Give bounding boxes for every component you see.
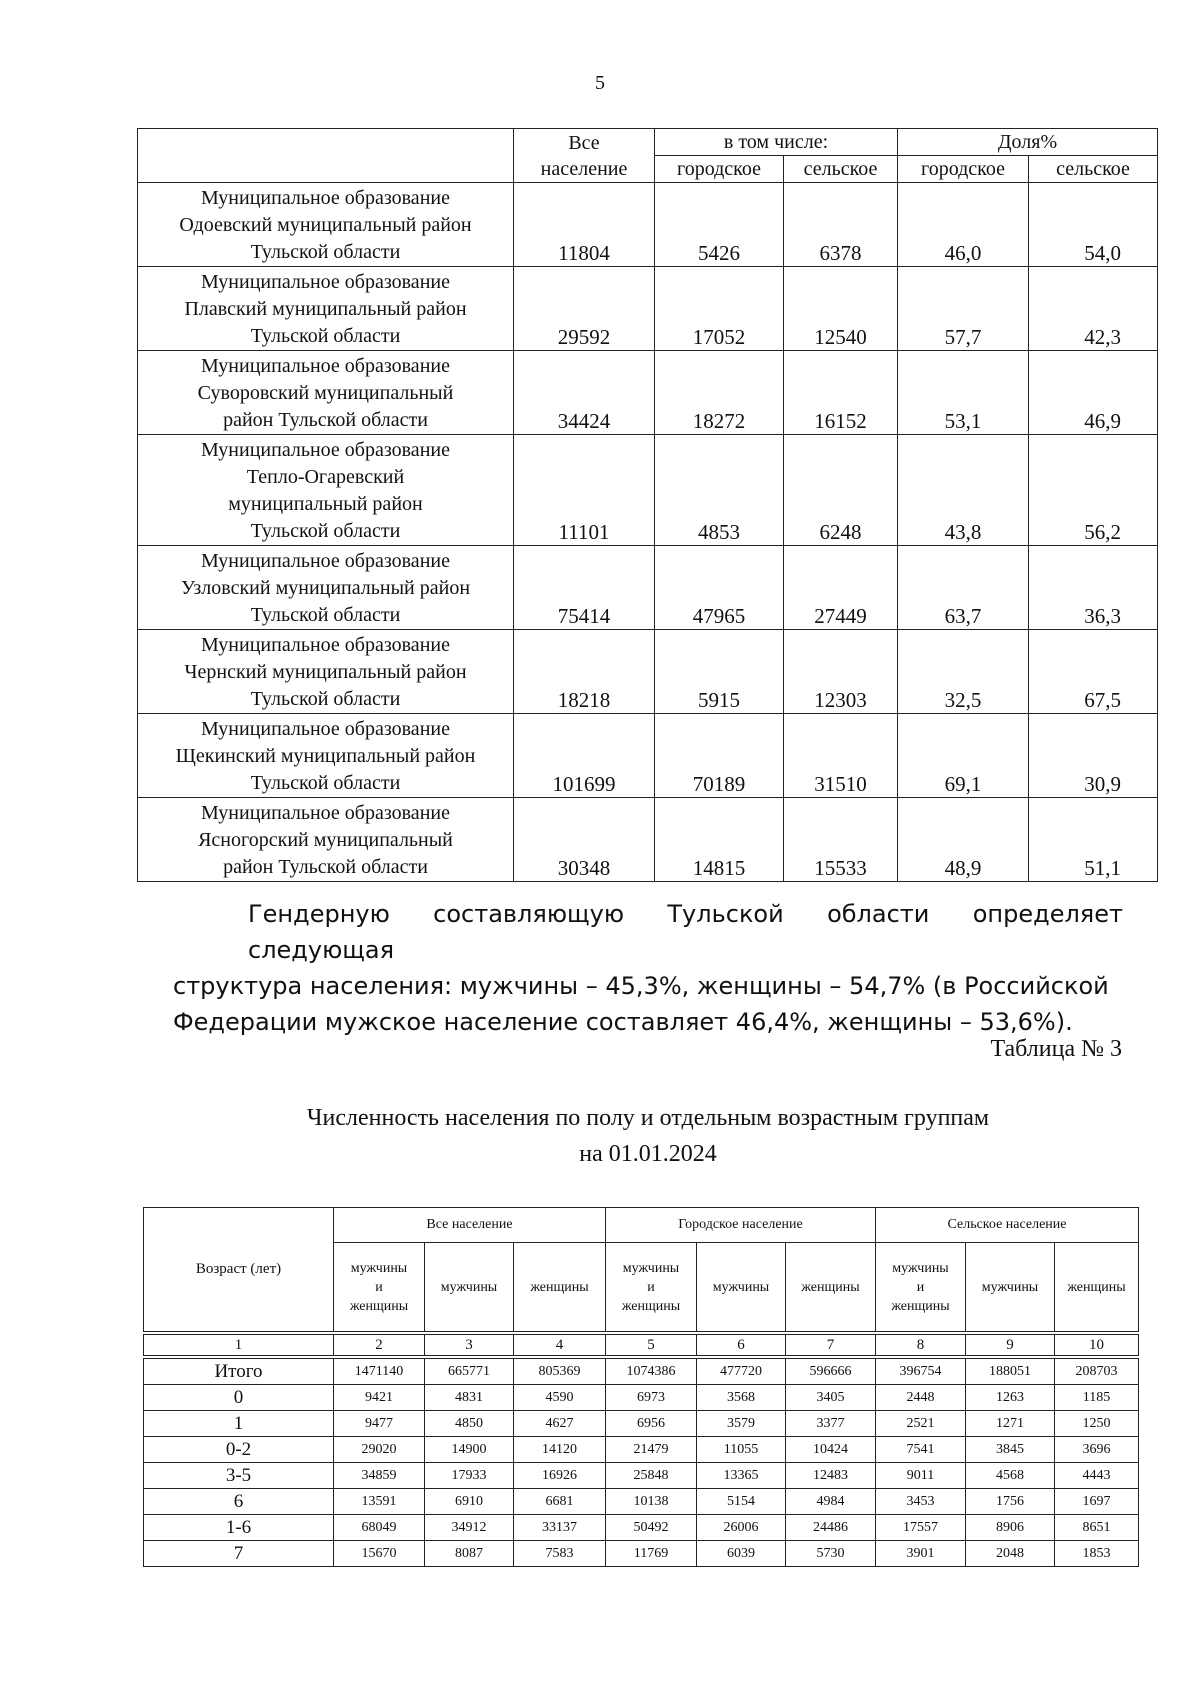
- municipality-name-line: Тульской области: [250, 772, 401, 794]
- share-rural: 36,3: [1029, 546, 1158, 630]
- population-value: 6039: [697, 1541, 786, 1567]
- population-total: 30348: [514, 798, 655, 882]
- population-value: 5154: [697, 1489, 786, 1515]
- table-row: [144, 1411, 1139, 1437]
- population-value: 2521: [876, 1411, 966, 1437]
- population-value: 3377: [786, 1411, 876, 1437]
- age-group: Итого: [144, 1357, 334, 1385]
- population-value: 7541: [876, 1437, 966, 1463]
- municipality-name-line: Муниципальное образование: [201, 271, 450, 293]
- population-total: 101699: [514, 714, 655, 798]
- share-urban: 43,8: [898, 435, 1029, 546]
- municipality-name-line: район Тульской области: [223, 856, 428, 878]
- population-total: 29592: [514, 267, 655, 351]
- population-value: 3453: [876, 1489, 966, 1515]
- population-value: 6910: [425, 1489, 514, 1515]
- table-title-line-1: Численность населения по полу и отдельным возрастным группам: [306, 1105, 990, 1131]
- table-row: [138, 351, 1158, 435]
- table-row: [144, 1357, 1139, 1385]
- age-group: 0: [144, 1385, 334, 1411]
- municipality-name-line: Тепло-Огаревский: [246, 466, 405, 488]
- column-number: 1: [144, 1333, 334, 1357]
- group-all: Все население: [334, 1208, 606, 1243]
- population-value: 29020: [334, 1437, 425, 1463]
- population-value: 15670: [334, 1541, 425, 1567]
- share-rural: 67,5: [1029, 630, 1158, 714]
- population-value: 8651: [1055, 1515, 1139, 1541]
- population-value: 596666: [786, 1357, 876, 1385]
- municipality-name-line: Суворовский муниципальный: [197, 382, 454, 404]
- column-number: 3: [425, 1333, 514, 1357]
- population-value: 34859: [334, 1463, 425, 1489]
- share-urban: 63,7: [898, 546, 1029, 630]
- population-value: 4627: [514, 1411, 606, 1437]
- column-number: 10: [1055, 1333, 1139, 1357]
- table-row: [144, 1515, 1139, 1541]
- age-group: 1: [144, 1411, 334, 1437]
- page-number: 5: [595, 72, 605, 94]
- population-total: 75414: [514, 546, 655, 630]
- share-urban: 32,5: [898, 630, 1029, 714]
- municipality-name-line: Тульской области: [250, 520, 401, 542]
- share-rural: 46,9: [1029, 351, 1158, 435]
- population-urban: 5426: [655, 183, 784, 267]
- table-row: [138, 183, 1158, 267]
- population-value: 17557: [876, 1515, 966, 1541]
- population-value: 24486: [786, 1515, 876, 1541]
- population-value: 33137: [514, 1515, 606, 1541]
- header-rural: сельское: [784, 156, 898, 183]
- population-value: 11055: [697, 1437, 786, 1463]
- population-total: 18218: [514, 630, 655, 714]
- group-urban: Городское население: [606, 1208, 876, 1243]
- table-row: [138, 435, 1158, 546]
- municipality-name-line: Одоевский муниципальный район: [179, 214, 472, 236]
- population-rural: 16152: [784, 351, 898, 435]
- population-value: 4984: [786, 1489, 876, 1515]
- population-value: 2448: [876, 1385, 966, 1411]
- population-value: 21479: [606, 1437, 697, 1463]
- municipality-name: [138, 714, 514, 798]
- population-urban: 14815: [655, 798, 784, 882]
- header-share: Доля%: [898, 129, 1158, 156]
- population-value: 9421: [334, 1385, 425, 1411]
- population-value: 3405: [786, 1385, 876, 1411]
- population-value: 4590: [514, 1385, 606, 1411]
- population-rural: 15533: [784, 798, 898, 882]
- population-urban: 4853: [655, 435, 784, 546]
- population-value: 2048: [966, 1541, 1055, 1567]
- subheader-men-and-women: [876, 1243, 966, 1334]
- subheader-men-and-women: [334, 1243, 425, 1334]
- municipality-name-line: Тульской области: [250, 241, 401, 263]
- population-value: 13591: [334, 1489, 425, 1515]
- population-value: 10138: [606, 1489, 697, 1515]
- population-value: 11769: [606, 1541, 697, 1567]
- share-rural: 51,1: [1029, 798, 1158, 882]
- municipality-name-line: Муниципальное образование: [201, 802, 450, 824]
- header-all-population: [514, 129, 655, 183]
- age-group: 3-5: [144, 1463, 334, 1489]
- share-urban: 48,9: [898, 798, 1029, 882]
- share-urban: 57,7: [898, 267, 1029, 351]
- subheader-women: женщины: [786, 1243, 876, 1334]
- share-urban: 46,0: [898, 183, 1029, 267]
- table-title-line-2: на 01.01.2024: [579, 1141, 717, 1167]
- municipal-population-table: [137, 128, 1158, 882]
- population-urban: 5915: [655, 630, 784, 714]
- population-value: 16926: [514, 1463, 606, 1489]
- subheader-men: мужчины: [697, 1243, 786, 1334]
- population-total: 11804: [514, 183, 655, 267]
- population-value: 17933: [425, 1463, 514, 1489]
- header-urban-share: городское: [898, 156, 1029, 183]
- subheader-word: мужчины: [350, 1260, 408, 1276]
- population-value: 4568: [966, 1463, 1055, 1489]
- age-group: 7: [144, 1541, 334, 1567]
- table-title: [0, 1100, 1200, 1172]
- population-value: 188051: [966, 1357, 1055, 1385]
- population-value: 1756: [966, 1489, 1055, 1515]
- municipality-name-line: Узловский муниципальный район: [180, 577, 471, 599]
- population-value: 1250: [1055, 1411, 1139, 1437]
- column-number: 4: [514, 1333, 606, 1357]
- header-rural-share: сельское: [1029, 156, 1158, 183]
- population-rural: 6248: [784, 435, 898, 546]
- population-value: 14120: [514, 1437, 606, 1463]
- table-caption: Таблица № 3: [990, 1036, 1122, 1062]
- municipality-name: [138, 351, 514, 435]
- population-total: 34424: [514, 351, 655, 435]
- share-urban: 53,1: [898, 351, 1029, 435]
- column-number: 8: [876, 1333, 966, 1357]
- municipality-name-line: Чернский муниципальный район: [184, 661, 467, 683]
- header-including: в том числе:: [655, 129, 898, 156]
- population-value: 5730: [786, 1541, 876, 1567]
- age-sex-table: [143, 1207, 1139, 1567]
- paragraph-line-1: Гендерную составляющую Тульской области определяет следующая: [248, 900, 1123, 964]
- municipality-name: [138, 435, 514, 546]
- column-numbers-row: [144, 1333, 1139, 1357]
- subheader-women: женщины: [1055, 1243, 1139, 1334]
- population-value: 3568: [697, 1385, 786, 1411]
- table-row: [144, 1541, 1139, 1567]
- population-value: 14900: [425, 1437, 514, 1463]
- age-group: 6: [144, 1489, 334, 1515]
- population-value: 9477: [334, 1411, 425, 1437]
- subheader-word: и: [647, 1279, 655, 1295]
- table-row: [138, 714, 1158, 798]
- municipality-name-line: Щекинский муниципальный район: [175, 745, 476, 767]
- table-row: [144, 1489, 1139, 1515]
- municipality-name-line: Тульской области: [250, 325, 401, 347]
- column-number: 9: [966, 1333, 1055, 1357]
- population-value: 396754: [876, 1357, 966, 1385]
- municipality-name-line: Муниципальное образование: [201, 718, 450, 740]
- population-urban: 18272: [655, 351, 784, 435]
- share-rural: 54,0: [1029, 183, 1158, 267]
- share-rural: 30,9: [1029, 714, 1158, 798]
- table-row: [138, 798, 1158, 882]
- table-row: [138, 546, 1158, 630]
- table-row: [144, 1463, 1139, 1489]
- table-row: [144, 1385, 1139, 1411]
- subheader-men-and-women: [606, 1243, 697, 1334]
- population-value: 7583: [514, 1541, 606, 1567]
- column-number: 6: [697, 1333, 786, 1357]
- municipality-name: [138, 546, 514, 630]
- population-value: 6681: [514, 1489, 606, 1515]
- population-value: 26006: [697, 1515, 786, 1541]
- population-value: 1074386: [606, 1357, 697, 1385]
- column-number: 2: [334, 1333, 425, 1357]
- municipality-name: [138, 798, 514, 882]
- population-value: 1853: [1055, 1541, 1139, 1567]
- header-all-text: Все население: [540, 131, 628, 180]
- population-value: 13365: [697, 1463, 786, 1489]
- population-value: 8906: [966, 1515, 1055, 1541]
- population-value: 25848: [606, 1463, 697, 1489]
- table-row: [144, 1437, 1139, 1463]
- population-value: 3696: [1055, 1437, 1139, 1463]
- municipality-name: [138, 183, 514, 267]
- population-value: 50492: [606, 1515, 697, 1541]
- population-value: 12483: [786, 1463, 876, 1489]
- population-value: 3579: [697, 1411, 786, 1437]
- population-value: 1185: [1055, 1385, 1139, 1411]
- population-rural: 6378: [784, 183, 898, 267]
- population-value: 8087: [425, 1541, 514, 1567]
- table-row: [138, 630, 1158, 714]
- gender-paragraph: [173, 896, 1123, 1040]
- population-value: 4850: [425, 1411, 514, 1437]
- population-total: 11101: [514, 435, 655, 546]
- municipality-name-line: Ясногорский муниципальный: [198, 829, 453, 851]
- subheader-women: женщины: [514, 1243, 606, 1334]
- paragraph-line-3: Федерации мужское население составляет 46,4%, женщины – 53,6%).: [173, 1008, 1073, 1036]
- municipality-name-line: Муниципальное образование: [201, 187, 450, 209]
- share-rural: 56,2: [1029, 435, 1158, 546]
- column-number: 7: [786, 1333, 876, 1357]
- age-group: 1-6: [144, 1515, 334, 1541]
- population-value: 477720: [697, 1357, 786, 1385]
- corner-cell: [138, 129, 514, 183]
- population-rural: 27449: [784, 546, 898, 630]
- population-value: 665771: [425, 1357, 514, 1385]
- population-value: 6956: [606, 1411, 697, 1437]
- subheader-men: мужчины: [966, 1243, 1055, 1334]
- age-header: Возраст (лет): [144, 1208, 334, 1334]
- municipality-name: [138, 630, 514, 714]
- table-row: [138, 267, 1158, 351]
- subheader-word: женщины: [349, 1298, 409, 1314]
- municipality-name-line: Муниципальное образование: [201, 355, 450, 377]
- municipality-name-line: Плавский муниципальный район: [184, 298, 467, 320]
- population-value: 1471140: [334, 1357, 425, 1385]
- population-value: 1271: [966, 1411, 1055, 1437]
- population-value: 805369: [514, 1357, 606, 1385]
- age-group: 0-2: [144, 1437, 334, 1463]
- municipality-name-line: муниципальный район: [228, 493, 423, 515]
- population-rural: 12540: [784, 267, 898, 351]
- population-value: 6973: [606, 1385, 697, 1411]
- group-rural: Сельское население: [876, 1208, 1139, 1243]
- subheader-men: мужчины: [425, 1243, 514, 1334]
- population-value: 3845: [966, 1437, 1055, 1463]
- subheader-word: и: [916, 1279, 925, 1295]
- population-value: 3901: [876, 1541, 966, 1567]
- share-rural: 42,3: [1029, 267, 1158, 351]
- subheader-word: и: [375, 1279, 383, 1295]
- municipality-name-line: район Тульской области: [223, 409, 428, 431]
- population-urban: 17052: [655, 267, 784, 351]
- subheader-word: женщины: [621, 1298, 681, 1314]
- share-urban: 69,1: [898, 714, 1029, 798]
- population-rural: 31510: [784, 714, 898, 798]
- municipality-name-line: Тульской области: [250, 688, 401, 710]
- population-value: 1697: [1055, 1489, 1139, 1515]
- municipality-name-line: Муниципальное образование: [201, 634, 450, 656]
- population-urban: 70189: [655, 714, 784, 798]
- column-number: 5: [606, 1333, 697, 1357]
- population-value: 208703: [1055, 1357, 1139, 1385]
- population-value: 4443: [1055, 1463, 1139, 1489]
- population-value: 34912: [425, 1515, 514, 1541]
- population-value: 4831: [425, 1385, 514, 1411]
- population-value: 10424: [786, 1437, 876, 1463]
- population-rural: 12303: [784, 630, 898, 714]
- population-value: 1263: [966, 1385, 1055, 1411]
- municipality-name: [138, 267, 514, 351]
- municipality-name-line: Тульской области: [250, 604, 401, 626]
- population-value: 9011: [876, 1463, 966, 1489]
- population-urban: 47965: [655, 546, 784, 630]
- subheader-word: мужчины: [622, 1260, 680, 1276]
- subheader-word: женщины: [891, 1298, 950, 1314]
- municipality-name-line: Муниципальное образование: [201, 439, 450, 461]
- municipality-name-line: Муниципальное образование: [201, 550, 450, 572]
- header-urban: городское: [655, 156, 784, 183]
- subheader-word: мужчины: [892, 1260, 949, 1276]
- paragraph-line-2: структура населения: мужчины – 45,3%, женщины – 54,7% (в Российской: [173, 972, 1109, 1000]
- population-value: 68049: [334, 1515, 425, 1541]
